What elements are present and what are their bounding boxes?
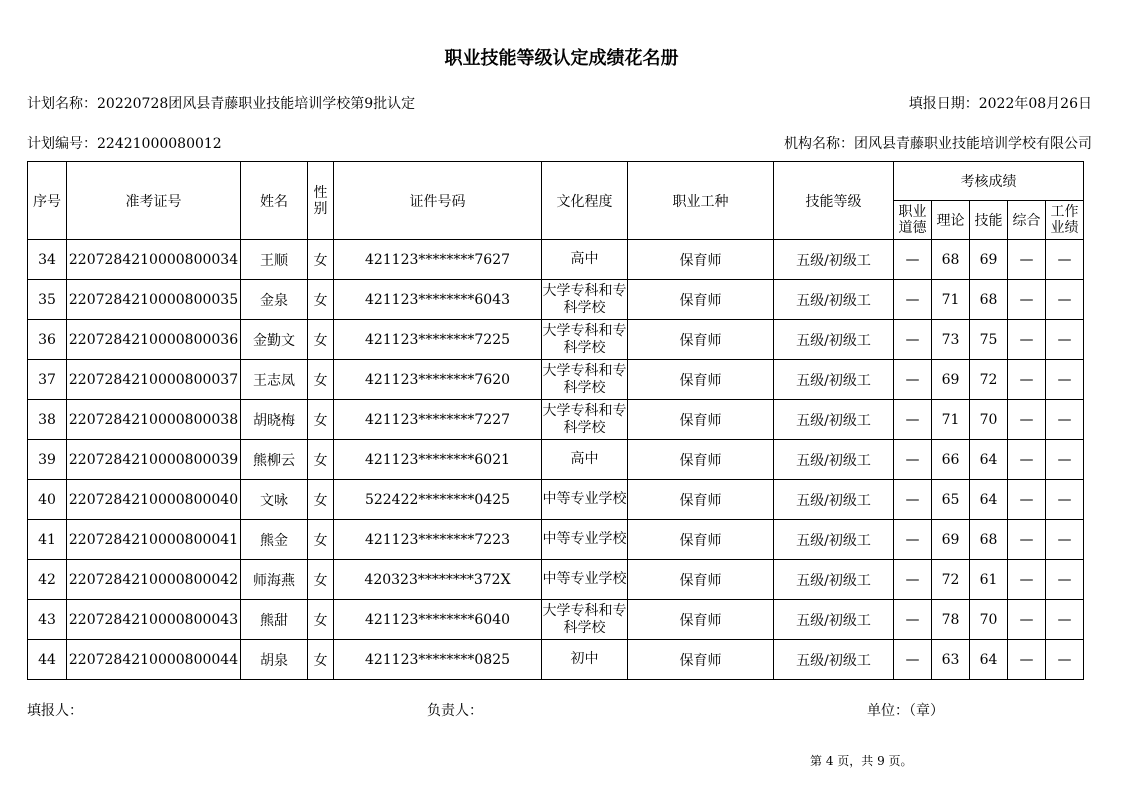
cell-name: 熊柳云 bbox=[241, 440, 308, 480]
cell-seq: 34 bbox=[28, 240, 67, 280]
cell-gender: 女 bbox=[308, 400, 334, 440]
cell-theory: 66 bbox=[932, 440, 970, 480]
header-ticket: 准考证号 bbox=[67, 162, 241, 240]
cell-job: 保育师 bbox=[628, 280, 774, 320]
cell-ethics: — bbox=[894, 320, 932, 360]
cell-edu: 大学专科和专科学校 bbox=[542, 360, 628, 400]
cell-ethics: — bbox=[894, 360, 932, 400]
cell-skill: 68 bbox=[970, 280, 1008, 320]
cell-seq: 40 bbox=[28, 480, 67, 520]
cell-theory: 68 bbox=[932, 240, 970, 280]
table-row bbox=[28, 320, 1084, 360]
cell-comprehensive: — bbox=[1008, 600, 1046, 640]
cell-skill: 70 bbox=[970, 600, 1008, 640]
cell-name: 文咏 bbox=[241, 480, 308, 520]
cell-comprehensive: — bbox=[1008, 400, 1046, 440]
fill-date: 填报日期：2022年08月26日 bbox=[908, 96, 1092, 112]
cell-ethics: — bbox=[894, 240, 932, 280]
cell-ticket: 2207284210000800037 bbox=[67, 360, 241, 400]
cell-job: 保育师 bbox=[628, 400, 774, 440]
cell-ethics: — bbox=[894, 640, 932, 680]
cell-work: — bbox=[1046, 360, 1084, 400]
cell-edu: 大学专科和专科学校 bbox=[542, 400, 628, 440]
cell-theory: 72 bbox=[932, 560, 970, 600]
cell-skill: 75 bbox=[970, 320, 1008, 360]
header-scores: 考核成绩 bbox=[894, 162, 1084, 201]
cell-job: 保育师 bbox=[628, 600, 774, 640]
cell-theory: 71 bbox=[932, 280, 970, 320]
cell-name: 胡泉 bbox=[241, 640, 308, 680]
cell-seq: 39 bbox=[28, 440, 67, 480]
cell-seq: 38 bbox=[28, 400, 67, 440]
cell-gender: 女 bbox=[308, 480, 334, 520]
cell-job: 保育师 bbox=[628, 440, 774, 480]
cell-level: 五级/初级工 bbox=[774, 400, 894, 440]
org-name: 机构名称：团风县青藤职业技能培训学校有限公司 bbox=[784, 136, 1092, 152]
header-edu: 文化程度 bbox=[542, 162, 628, 240]
table-row bbox=[28, 640, 1084, 680]
cell-gender: 女 bbox=[308, 360, 334, 400]
cell-id: 420323********372X bbox=[334, 560, 542, 600]
cell-theory: 69 bbox=[932, 520, 970, 560]
cell-name: 师海燕 bbox=[241, 560, 308, 600]
cell-ethics: — bbox=[894, 560, 932, 600]
cell-job: 保育师 bbox=[628, 240, 774, 280]
cell-work: — bbox=[1046, 640, 1084, 680]
cell-work: — bbox=[1046, 480, 1084, 520]
cell-theory: 63 bbox=[932, 640, 970, 680]
cell-name: 金勤文 bbox=[241, 320, 308, 360]
cell-id: 421123********6021 bbox=[334, 440, 542, 480]
cell-id: 421123********7225 bbox=[334, 320, 542, 360]
cell-ticket: 2207284210000800034 bbox=[67, 240, 241, 280]
cell-seq: 37 bbox=[28, 360, 67, 400]
cell-skill: 68 bbox=[970, 520, 1008, 560]
cell-work: — bbox=[1046, 560, 1084, 600]
table-row bbox=[28, 400, 1084, 440]
footer-responsible: 负责人： bbox=[427, 703, 483, 719]
cell-level: 五级/初级工 bbox=[774, 480, 894, 520]
cell-gender: 女 bbox=[308, 640, 334, 680]
cell-name: 王顺 bbox=[241, 240, 308, 280]
cell-comprehensive: — bbox=[1008, 640, 1046, 680]
cell-name: 胡晓梅 bbox=[241, 400, 308, 440]
cell-id: 421123********7227 bbox=[334, 400, 542, 440]
cell-id: 421123********6043 bbox=[334, 280, 542, 320]
cell-gender: 女 bbox=[308, 440, 334, 480]
cell-gender: 女 bbox=[308, 520, 334, 560]
cell-level: 五级/初级工 bbox=[774, 440, 894, 480]
cell-level: 五级/初级工 bbox=[774, 360, 894, 400]
cell-level: 五级/初级工 bbox=[774, 280, 894, 320]
cell-skill: 64 bbox=[970, 440, 1008, 480]
cell-job: 保育师 bbox=[628, 560, 774, 600]
cell-ethics: — bbox=[894, 600, 932, 640]
cell-gender: 女 bbox=[308, 280, 334, 320]
cell-gender: 女 bbox=[308, 600, 334, 640]
cell-seq: 35 bbox=[28, 280, 67, 320]
plan-name: 计划名称：20220728团风县青藤职业技能培训学校第9批认定 bbox=[27, 96, 416, 112]
cell-ticket: 2207284210000800043 bbox=[67, 600, 241, 640]
cell-edu: 中等专业学校 bbox=[542, 480, 628, 520]
cell-job: 保育师 bbox=[628, 520, 774, 560]
cell-work: — bbox=[1046, 600, 1084, 640]
cell-seq: 44 bbox=[28, 640, 67, 680]
cell-skill: 70 bbox=[970, 400, 1008, 440]
cell-theory: 69 bbox=[932, 360, 970, 400]
cell-seq: 42 bbox=[28, 560, 67, 600]
cell-id: 421123********6040 bbox=[334, 600, 542, 640]
header-job: 职业工种 bbox=[628, 162, 774, 240]
cell-level: 五级/初级工 bbox=[774, 640, 894, 680]
table-row bbox=[28, 560, 1084, 600]
cell-ethics: — bbox=[894, 520, 932, 560]
cell-id: 421123********7620 bbox=[334, 360, 542, 400]
cell-theory: 73 bbox=[932, 320, 970, 360]
cell-name: 熊金 bbox=[241, 520, 308, 560]
cell-comprehensive: — bbox=[1008, 240, 1046, 280]
cell-comprehensive: — bbox=[1008, 280, 1046, 320]
cell-job: 保育师 bbox=[628, 480, 774, 520]
cell-ethics: — bbox=[894, 400, 932, 440]
cell-job: 保育师 bbox=[628, 640, 774, 680]
cell-level: 五级/初级工 bbox=[774, 240, 894, 280]
cell-ticket: 2207284210000800040 bbox=[67, 480, 241, 520]
cell-id: 421123********7223 bbox=[334, 520, 542, 560]
cell-edu: 高中 bbox=[542, 440, 628, 480]
cell-name: 王志凤 bbox=[241, 360, 308, 400]
cell-ethics: — bbox=[894, 480, 932, 520]
plan-number: 计划编号：22421000080012 bbox=[27, 136, 222, 152]
header-skill: 技能 bbox=[970, 201, 1008, 240]
cell-gender: 女 bbox=[308, 320, 334, 360]
cell-comprehensive: — bbox=[1008, 360, 1046, 400]
header-work: 工作业绩 bbox=[1046, 201, 1084, 240]
cell-skill: 72 bbox=[970, 360, 1008, 400]
cell-level: 五级/初级工 bbox=[774, 520, 894, 560]
cell-edu: 中等专业学校 bbox=[542, 560, 628, 600]
cell-skill: 69 bbox=[970, 240, 1008, 280]
cell-name: 金泉 bbox=[241, 280, 308, 320]
cell-ticket: 2207284210000800044 bbox=[67, 640, 241, 680]
cell-gender: 女 bbox=[308, 240, 334, 280]
cell-ticket: 2207284210000800039 bbox=[67, 440, 241, 480]
footer-filler: 填报人： bbox=[27, 703, 83, 719]
cell-ethics: — bbox=[894, 280, 932, 320]
header-gender: 性别 bbox=[308, 162, 334, 240]
cell-level: 五级/初级工 bbox=[774, 320, 894, 360]
table-row bbox=[28, 520, 1084, 560]
header-id: 证件号码 bbox=[334, 162, 542, 240]
cell-seq: 41 bbox=[28, 520, 67, 560]
cell-work: — bbox=[1046, 320, 1084, 360]
cell-id: 421123********0825 bbox=[334, 640, 542, 680]
header-level: 技能等级 bbox=[774, 162, 894, 240]
header-theory: 理论 bbox=[932, 201, 970, 240]
table-row bbox=[28, 360, 1084, 400]
cell-comprehensive: — bbox=[1008, 520, 1046, 560]
cell-id: 522422********0425 bbox=[334, 480, 542, 520]
cell-theory: 65 bbox=[932, 480, 970, 520]
cell-skill: 61 bbox=[970, 560, 1008, 600]
cell-edu: 初中 bbox=[542, 640, 628, 680]
cell-job: 保育师 bbox=[628, 320, 774, 360]
cell-work: — bbox=[1046, 240, 1084, 280]
cell-comprehensive: — bbox=[1008, 320, 1046, 360]
cell-ticket: 2207284210000800036 bbox=[67, 320, 241, 360]
header-comprehensive: 综合 bbox=[1008, 201, 1046, 240]
table-row bbox=[28, 280, 1084, 320]
cell-id: 421123********7627 bbox=[334, 240, 542, 280]
cell-theory: 71 bbox=[932, 400, 970, 440]
cell-skill: 64 bbox=[970, 480, 1008, 520]
cell-skill: 64 bbox=[970, 640, 1008, 680]
cell-edu: 大学专科和专科学校 bbox=[542, 280, 628, 320]
cell-ticket: 2207284210000800042 bbox=[67, 560, 241, 600]
cell-seq: 36 bbox=[28, 320, 67, 360]
table-row bbox=[28, 600, 1084, 640]
cell-gender: 女 bbox=[308, 560, 334, 600]
cell-ethics: — bbox=[894, 440, 932, 480]
cell-name: 熊甜 bbox=[241, 600, 308, 640]
cell-work: — bbox=[1046, 440, 1084, 480]
table-row bbox=[28, 440, 1084, 480]
cell-level: 五级/初级工 bbox=[774, 560, 894, 600]
cell-edu: 大学专科和专科学校 bbox=[542, 600, 628, 640]
cell-edu: 高中 bbox=[542, 240, 628, 280]
cell-theory: 78 bbox=[932, 600, 970, 640]
header-ethics: 职业道德 bbox=[894, 201, 932, 240]
header-name: 姓名 bbox=[241, 162, 308, 240]
page-number: 第 4 页，共 9 页。 bbox=[810, 754, 913, 768]
table-row bbox=[28, 480, 1084, 520]
cell-work: — bbox=[1046, 520, 1084, 560]
page-title: 职业技能等级认定成绩花名册 bbox=[444, 48, 679, 69]
cell-comprehensive: — bbox=[1008, 440, 1046, 480]
cell-ticket: 2207284210000800038 bbox=[67, 400, 241, 440]
roster-body bbox=[28, 240, 1084, 680]
cell-comprehensive: — bbox=[1008, 480, 1046, 520]
cell-ticket: 2207284210000800041 bbox=[67, 520, 241, 560]
cell-work: — bbox=[1046, 280, 1084, 320]
cell-job: 保育师 bbox=[628, 360, 774, 400]
cell-level: 五级/初级工 bbox=[774, 600, 894, 640]
cell-work: — bbox=[1046, 400, 1084, 440]
score-roster-table bbox=[27, 161, 1084, 680]
header-seq: 序号 bbox=[28, 162, 67, 240]
footer-unit: 单位：（章） bbox=[867, 703, 944, 719]
cell-edu: 大学专科和专科学校 bbox=[542, 320, 628, 360]
table-row bbox=[28, 240, 1084, 280]
cell-edu: 中等专业学校 bbox=[542, 520, 628, 560]
cell-ticket: 2207284210000800035 bbox=[67, 280, 241, 320]
cell-comprehensive: — bbox=[1008, 560, 1046, 600]
cell-seq: 43 bbox=[28, 600, 67, 640]
